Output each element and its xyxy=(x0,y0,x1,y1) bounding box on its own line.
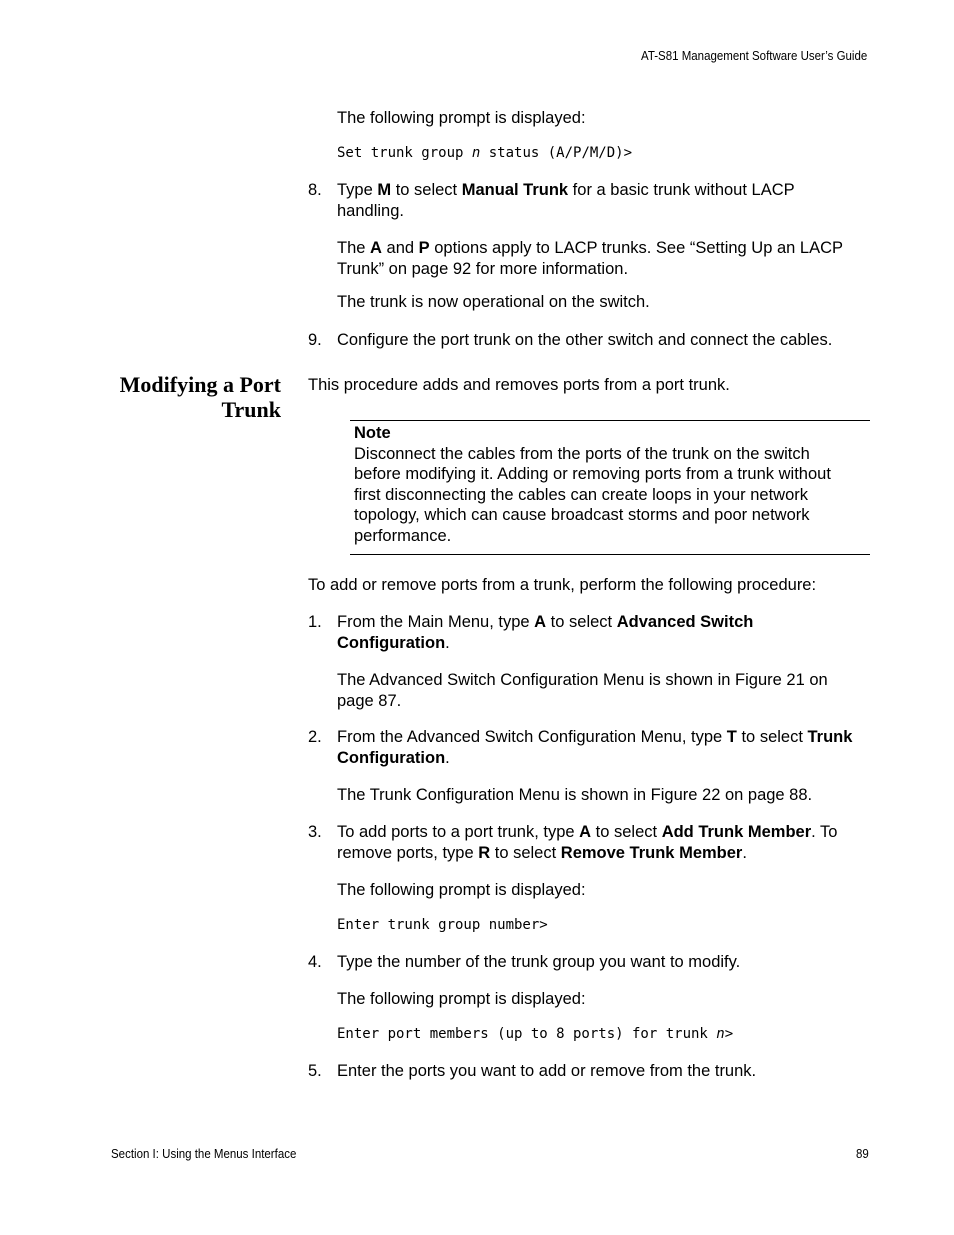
step-1-note: The Advanced Switch Configuration Menu is shown in Figure 21 on page 87. xyxy=(337,671,828,710)
running-header: AT-S81 Management Software User’s Guide xyxy=(641,49,868,63)
footer-section: Section I: Using the Menus Interface xyxy=(111,1147,297,1161)
step-9-text: Configure the port trunk on the other switch and connect the cables. xyxy=(337,331,833,349)
code-enter-port-members: Enter port members (up to 8 ports) for trunk n> xyxy=(337,1026,734,1042)
section-intro: This procedure adds and removes ports from a port trunk. xyxy=(308,376,730,394)
procedure-intro: To add or remove ports from a trunk, perform the following procedure: xyxy=(308,576,817,594)
step-5-text: Enter the ports you want to add or remove from the trunk. xyxy=(337,1062,757,1080)
step-number: 1. xyxy=(308,613,322,631)
note-line: first disconnecting the cables can create loops in your network xyxy=(354,485,808,504)
step-number: 5. xyxy=(308,1062,322,1080)
step-number: 4. xyxy=(308,953,322,971)
note-top-rule xyxy=(350,420,870,421)
step-4-prompt: The following prompt is displayed: xyxy=(337,990,586,1008)
step-3-prompt: The following prompt is displayed: xyxy=(337,881,586,899)
note-line: Disconnect the cables from the ports of the trunk on the switch xyxy=(354,444,810,463)
note-line: performance. xyxy=(354,526,452,545)
note-label: Note xyxy=(354,424,391,442)
note-line: before modifying it. Adding or removing ports from a trunk without xyxy=(354,465,831,483)
step-2-note: The Trunk Configuration Menu is shown in Figure 22 on page 88. xyxy=(337,786,813,804)
note-line: topology, which can cause broadcast storms and poor network xyxy=(354,506,810,524)
section-heading: Modifying a Port Trunk xyxy=(119,372,281,422)
step-2-text: From the Advanced Switch Configuration Menu, type T to select Trunk Configuration. xyxy=(337,728,853,767)
operational-text: The trunk is now operational on the switch. xyxy=(337,293,650,311)
step-number: 3. xyxy=(308,823,322,841)
code-set-trunk-status: Set trunk group n status (A/P/M/D)> xyxy=(337,145,633,161)
step-1-text: From the Main Menu, type A to select Advanced Switch Configuration. xyxy=(337,613,754,652)
step-number: 9. xyxy=(308,331,322,349)
step-8-text: Type M to select Manual Trunk for a basic trunk without LACP handling. xyxy=(337,181,795,220)
step-number: 8. xyxy=(308,181,322,199)
step-3-text: To add ports to a port trunk, type A to select Add Trunk Member. To remove ports, type R to select Remove Trunk Member. xyxy=(337,823,838,862)
note-bottom-rule xyxy=(350,554,870,555)
lacp-options-paragraph: The A and P options apply to LACP trunks. See “Setting Up an LACP Trunk” on page 92 for more information. xyxy=(337,239,844,278)
prompt-intro: The following prompt is displayed: xyxy=(337,109,586,127)
step-4-text: Type the number of the trunk group you want to modify. xyxy=(337,953,741,971)
code-enter-trunk-group: Enter trunk group number> xyxy=(337,917,548,933)
step-number: 2. xyxy=(308,728,322,746)
note-box xyxy=(354,423,831,546)
page-number: 89 xyxy=(856,1147,869,1161)
